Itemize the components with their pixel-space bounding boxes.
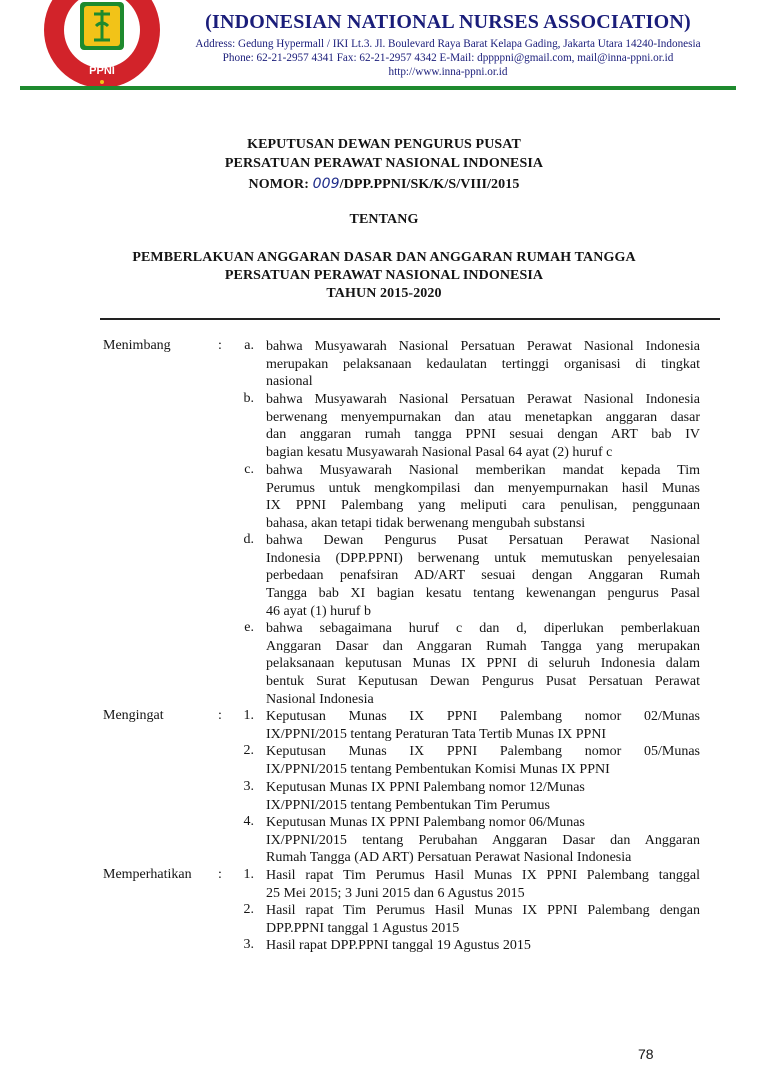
list-marker: c. — [244, 462, 254, 477]
list-item — [266, 814, 700, 867]
item-line: 25 Mei 2015; 3 Juni 2015 dan 6 Agustus 2015 — [266, 885, 525, 901]
item-line: Tangga bab XI bagian kesatu tentang kewenangan pengurus Pasal — [266, 586, 700, 602]
item-line: bahwa Musyawarah Nasional Persatuan Perawat Nasional Indonesia — [266, 339, 700, 354]
memperhatikan-label: Memperhatikan — [103, 867, 192, 882]
item-line: IX PPNI Palembang yang meliputi cara penulisan, penggunaan — [266, 498, 700, 514]
list-marker: 2. — [243, 743, 254, 758]
subject-line3: TAHUN 2015-2020 — [326, 286, 442, 301]
decree-title-line1: KEPUTUSAN DEWAN PENGURUS PUSAT — [247, 137, 521, 152]
list-marker: d. — [243, 532, 254, 547]
item-line: IX/PPNI/2015 tentang Perubahan Anggaran Dasar dan Anggaran — [266, 832, 700, 848]
list-item — [266, 620, 700, 709]
item-line: bahwa Musyawarah Nasional memberikan mandat kepada Tim — [266, 463, 700, 478]
item-line: dan anggaran rumah tangga PPNI sesuai dengan ART bab IV — [266, 427, 700, 443]
list-item — [266, 708, 700, 743]
item-line: berwenang menyempurnakan dan atau menetapkan anggaran dasar — [266, 409, 700, 425]
subject-line1: PEMBERLAKUAN ANGGARAN DASAR DAN ANGGARAN RUMAH TANGGA — [132, 250, 636, 265]
item-line: Hasil rapat DPP.PPNI tanggal 19 Agustus 2015 — [266, 938, 531, 953]
item-line: nasional — [266, 374, 313, 390]
list-marker: b. — [243, 391, 254, 406]
item-line: IX/PPNI/2015 tentang Pembentukan Tim Perumus — [266, 797, 550, 813]
item-line: Keputusan Munas IX PPNI Palembang nomor 12/Munas — [266, 780, 585, 795]
decree-number — [60, 176, 708, 193]
decree-title-line2: PERSATUAN PERAWAT NASIONAL INDONESIA — [224, 156, 544, 171]
title-divider — [100, 318, 720, 320]
list-item — [266, 462, 700, 533]
item-line: bahwa Musyawarah Nasional Persatuan Perawat Nasional Indonesia — [266, 392, 700, 407]
ppni-logo — [42, 0, 162, 90]
list-item — [266, 867, 700, 902]
org-name: (INDONESIAN NATIONAL NURSES ASSOCIATION) — [205, 11, 691, 33]
tentang-heading: TENTANG — [349, 212, 419, 227]
item-line: DPP.PPNI tanggal 1 Agustus 2015 — [266, 920, 460, 936]
item-line: Hasil rapat Tim Perumus Hasil Munas IX PPNI Palembang tanggal — [266, 868, 700, 883]
item-line: IX/PPNI/2015 tentang Peraturan Tata Tertib Munas IX PPNI — [266, 726, 607, 742]
nomor-prefix: NOMOR: — [248, 177, 313, 192]
menimbang-colon: : — [218, 338, 222, 353]
logo-abbrev: PPNI — [89, 65, 115, 77]
org-address: Address: Gedung Hypermall / IKI Lt.3. Jl. Boulevard Raya Barat Kelapa Gading, Jakarta Utara 14240-Indonesia — [195, 38, 701, 50]
item-line: Perumus untuk mengkompilasi dan menyempurnakan hasil Munas — [266, 480, 700, 496]
list-marker: 1. — [243, 867, 254, 882]
list-marker: 4. — [243, 814, 254, 829]
subject-line2: PERSATUAN PERAWAT NASIONAL INDONESIA — [224, 268, 544, 283]
list-marker: 3. — [243, 937, 254, 952]
list-item — [266, 902, 700, 937]
menimbang-label: Menimbang — [103, 338, 171, 353]
item-line: Rumah Tangga (AD ART) Persatuan Perawat Nasional Indonesia — [266, 850, 632, 866]
item-line: Keputusan Munas IX PPNI Palembang nomor 05/Munas — [266, 744, 700, 759]
item-line: perbedaan penafsiran AD/ART sesuai dengan Anggaran Rumah — [266, 568, 700, 584]
item-line: pelaksanaan keputusan Munas IX PPNI di seluruh Indonesia dalam — [266, 656, 700, 672]
list-marker: e. — [244, 620, 254, 635]
item-line: 46 ayat (1) huruf b — [266, 603, 371, 619]
memperhatikan-colon: : — [218, 867, 222, 882]
nomor-suffix: /DPP.PPNI/SK/K/S/VIII/2015 — [339, 177, 520, 192]
list-item — [266, 532, 700, 621]
mengingat-colon: : — [218, 708, 222, 723]
item-line: merupakan pelaksanaan kedaulatan tertinggi organisasi di tingkat — [266, 356, 700, 372]
item-line: bahwa sebagaimana huruf c dan d, diperlukan pemberlakuan — [266, 621, 700, 636]
page-number: 78 — [638, 1046, 654, 1062]
list-marker: a. — [244, 338, 254, 353]
header-divider — [20, 86, 736, 90]
list-item — [266, 937, 700, 955]
item-line: bahwa Dewan Pengurus Pusat Persatuan Perawat Nasional — [266, 533, 700, 548]
item-line: Indonesia (DPP.PPNI) berwenang untuk memutuskan penyelesaian — [266, 550, 700, 566]
org-phone: Phone: 62-21-2957 4341 Fax: 62-21-2957 4342 E-Mail: dppppni@gmail.com, mail@inna-ppni.or.id — [222, 52, 674, 64]
item-line: Anggaran Dasar dan Anggaran Rumah Tangga yang merupakan — [266, 638, 700, 654]
org-website: http://www.inna-ppni.or.id — [388, 66, 508, 78]
item-line: bahasa, akan tetapi tidak berwenang mengubah substansi — [266, 516, 586, 532]
item-line: bagian kesatu Musyawarah Nasional Pasal 64 ayat (2) huruf c — [266, 445, 613, 461]
mengingat-label: Mengingat — [103, 708, 164, 723]
item-line: Keputusan Munas IX PPNI Palembang nomor 02/Munas — [266, 709, 700, 724]
list-item — [266, 743, 700, 778]
list-marker: 2. — [243, 902, 254, 917]
list-marker: 3. — [243, 779, 254, 794]
list-item — [266, 338, 700, 391]
list-item — [266, 391, 700, 462]
nomor-handwritten: 009 — [312, 176, 340, 192]
list-marker: 1. — [243, 708, 254, 723]
item-line: bentuk Surat Keputusan Dewan Pengurus Pusat Persatuan Perawat — [266, 674, 700, 690]
list-item — [266, 779, 700, 814]
item-line: Nasional Indonesia — [266, 691, 374, 707]
item-line: Keputusan Munas IX PPNI Palembang nomor 06/Munas — [266, 815, 585, 830]
item-line: Hasil rapat Tim Perumus Hasil Munas IX PPNI Palembang dengan — [266, 903, 700, 918]
item-line: IX/PPNI/2015 tentang Pembentukan Komisi Munas IX PPNI — [266, 761, 610, 777]
